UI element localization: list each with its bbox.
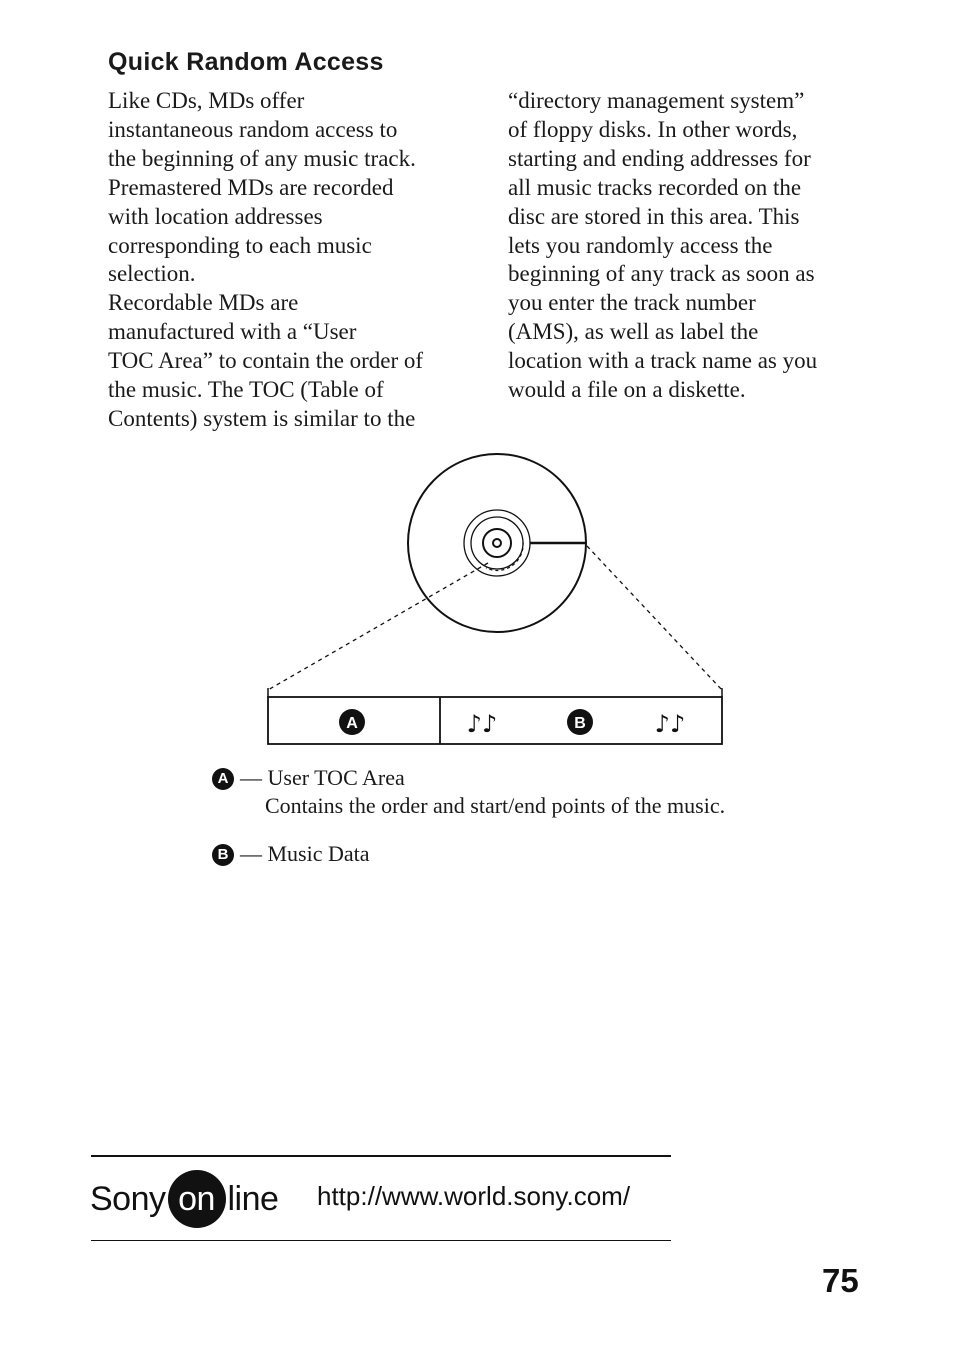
page-number: 75 — [822, 1262, 859, 1299]
text-line: location with a track name as you — [508, 348, 818, 374]
website-url: http://www.world.sony.com/ — [317, 1181, 631, 1211]
disc-hub-outer — [464, 510, 530, 576]
disc-hub-ring — [471, 517, 523, 569]
legend-title-b: — Music Data — [240, 841, 370, 866]
logo-text-sony: Sony — [90, 1180, 166, 1218]
body-column-left — [108, 87, 468, 434]
text-line: Premastered MDs are recorded — [108, 174, 394, 200]
footer-divider-top — [91, 1155, 671, 1157]
disc-spindle — [493, 539, 501, 547]
legend-badge-a: A — [212, 768, 234, 790]
body-column-right — [508, 87, 868, 405]
text-line: manufactured with a “User — [108, 319, 357, 345]
text-line: starting and ending addresses for — [508, 145, 811, 171]
text-line: Contents) system is similar to the — [108, 405, 416, 431]
projection-line-left — [268, 563, 488, 690]
text-line: (AMS), as well as label the — [508, 319, 759, 345]
paragraph-right — [508, 87, 868, 405]
legend-description-a: Contains the order and start/end points of the music. — [265, 793, 726, 818]
text-line: the beginning of any music track. — [108, 145, 416, 171]
text-line: beginning of any track as soon as — [508, 261, 815, 287]
sony-online-logo — [90, 1170, 278, 1228]
projection-line-right — [587, 546, 722, 690]
text-line: corresponding to each music — [108, 232, 372, 258]
legend-badge-b: B — [212, 844, 234, 866]
text-line: all music tracks recorded on the — [508, 174, 802, 200]
legend-item-a — [212, 764, 725, 820]
text-line: disc are stored in this area. This — [508, 203, 800, 229]
text-line: “directory management system” — [508, 88, 805, 113]
text-line: of floppy disks. In other words, — [508, 116, 798, 142]
text-line: TOC Area” to contain the order of — [108, 348, 424, 374]
text-line: you enter the track number — [508, 290, 756, 316]
text-line: lets you randomly access the — [508, 232, 773, 258]
paragraph-left — [108, 87, 468, 434]
legend-item-b — [212, 840, 370, 868]
text-line: instantaneous random access to — [108, 116, 398, 142]
legend-title-a: — User TOC Area — [240, 765, 405, 790]
logo-text-on: on — [168, 1170, 226, 1228]
logo-text-line: line — [227, 1180, 279, 1218]
text-line: selection. — [108, 261, 196, 287]
badge-a: A — [346, 715, 358, 732]
section-heading: Quick Random Access — [108, 48, 384, 76]
text-line: with location addresses — [108, 203, 323, 229]
text-line: would a file on a diskette. — [508, 377, 746, 403]
text-line: Recordable MDs are — [108, 290, 299, 316]
footer-divider-bottom — [91, 1240, 671, 1241]
badge-b: B — [574, 715, 586, 732]
music-notes-icon: ♪♪ — [654, 710, 686, 738]
disc-hub-inner — [483, 529, 511, 557]
text-line: the music. The TOC (Table of — [108, 377, 384, 403]
text-line: Like CDs, MDs offer — [108, 88, 305, 113]
music-notes-icon: ♪♪ — [466, 710, 498, 738]
md-disc-diagram — [260, 450, 730, 750]
